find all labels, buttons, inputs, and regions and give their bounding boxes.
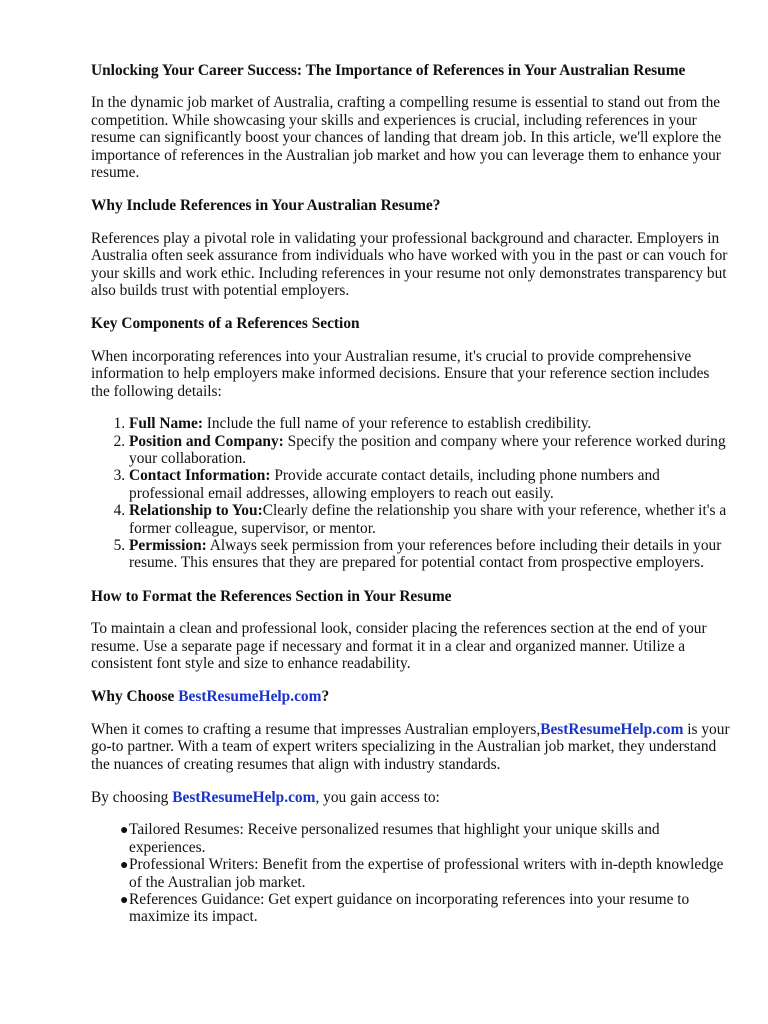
list-item-text: Include the full name of your reference to establish credibility. <box>202 415 592 433</box>
list-item <box>120 821 731 856</box>
heading-format: How to Format the References Section in Your Resume <box>91 587 452 605</box>
format-paragraph: To maintain a clean and professional look, consider placing the references section at the end of your resume. Use a separate page if necessary and format it in a clear and organized manner. Utilize a consistent font style and size to enhance readability. <box>91 620 707 672</box>
list-item <box>129 467 731 502</box>
benefit-text: Tailored Resumes: Receive personalized resumes that highlight your unique skills and experiences. <box>129 821 660 856</box>
key-components-paragraph: When incorporating references into your Australian resume, it's crucial to provide comprehensive information to help employers make informed decisions. Ensure that your reference section includes the following details: <box>91 347 710 400</box>
benefit-text: References Guidance: Get expert guidance on incorporating references into your resume to maximize its impact. <box>129 891 690 926</box>
list-item-term: Full Name: <box>129 415 203 433</box>
benefit-text: Professional Writers: Benefit from the expertise of professional writers with in-depth knowledge of the Australian job market. <box>129 856 724 891</box>
list-item-text: Provide accurate contact details, including phone numbers and professional email addresses, allowing employers to reach out easily. <box>129 467 660 502</box>
why-choose-text-suffix: is your go-to partner. With a team of expert writers specializing in the Australian job market, they understand the nuances of creating resumes that align with industry standards. <box>91 720 730 773</box>
list-item-term: Relationship to You: <box>129 502 263 520</box>
reference-details-list <box>91 415 731 572</box>
list-item-term: Permission: <box>129 536 207 554</box>
choosing-paragraph <box>91 789 731 806</box>
why-include-paragraph: References play a pivotal role in validating your professional background and character. Employers in Australia often seek assurance from individuals who have worked with you in the past or can vouch for your skills and work ethic. Including references in your resume not only demonstrates transparency but also builds trust with potential employers. <box>91 229 728 300</box>
bestresumehelp-heading-link[interactable]: BestResumeHelp.com <box>178 688 322 706</box>
list-item <box>120 891 731 926</box>
list-item-text: Always seek permission from your references before including their details in your resume. This ensures that they are prepared for potential contact from prospective employers. <box>129 536 722 572</box>
bestresumehelp-body-link[interactable]: BestResumeHelp.com <box>540 720 684 738</box>
list-item-term: Position and Company: <box>129 432 284 450</box>
list-item <box>129 537 731 572</box>
why-choose-paragraph <box>91 721 731 773</box>
choosing-text-suffix: , you gain access to: <box>315 789 440 806</box>
heading-key-components: Key Components of a References Section <box>91 315 360 333</box>
list-item <box>129 502 731 537</box>
choosing-text-prefix: By choosing <box>91 789 173 806</box>
list-item <box>129 433 731 468</box>
list-item <box>120 856 731 891</box>
heading-why-choose-prefix: Why Choose <box>91 688 179 706</box>
why-choose-text-prefix: When it comes to crafting a resume that impresses Australian employers, <box>91 720 541 738</box>
document-page <box>91 62 731 926</box>
bullet-icon: ● <box>120 823 129 839</box>
article-title: Unlocking Your Career Success: The Importance of References in Your Australian Resume <box>91 62 686 79</box>
list-item-text: Specify the position and company where your reference worked during your collaboration. <box>129 432 726 467</box>
intro-paragraph: In the dynamic job market of Australia, crafting a compelling resume is essential to stand out from the competition. While showcasing your skills and experiences is crucial, including references in your resume can significantly boost your chances of landing that dream job. In this article, we'll explore the importance of references in the Australian job market and how you can leverage them to enhance your resume. <box>91 94 722 182</box>
bestresumehelp-choosing-link[interactable]: BestResumeHelp.com <box>172 789 316 806</box>
bullet-icon: ● <box>120 858 129 874</box>
list-item-term: Contact Information: <box>129 467 271 485</box>
heading-why-include: Why Include References in Your Australian Resume? <box>91 197 441 215</box>
heading-why-choose-suffix: ? <box>321 688 330 706</box>
list-item <box>129 415 731 432</box>
bullet-icon: ● <box>120 893 129 909</box>
benefits-list <box>91 821 731 925</box>
heading-why-choose <box>91 688 731 705</box>
list-item-text: Clearly define the relationship you share with your reference, whether it's a former colleague, supervisor, or mentor. <box>129 502 727 537</box>
